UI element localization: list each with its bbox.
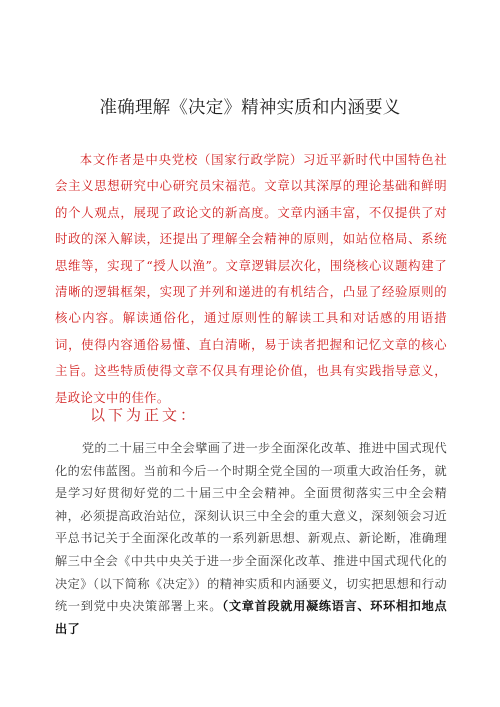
body-emphasis-text: （文章首段就用凝练语言、环环相扣地点出了	[55, 599, 447, 636]
editor-intro-paragraph: 本文作者是中央党校（国家行政学院）习近平新时代中国特色社会主义思想研究中心研究员宋福范。文章以其深厚的理论基础和鲜明的个人观点，展现了政论文的新高度。文章内涵丰富，不仅提供了对时政的深入解读，还提出了理解全会精神的原则，如站位格局、系统思维等，实现了“授人以渔”。文章逻辑层次化，围绕核心议题构建了清晰的逻辑框架，实现了并列和递进的有机结合，凸显了经验原则的核心内容。解读通俗化，通过原则性的解读工具和对话感的用语措词，使得内容通俗易懂、直白清晰，易于读者把握和记忆文章的核心主旨。这些特质使得文章不仅具有理论价值，也具有实践指导意义，是政论文中的佳作。	[55, 152, 447, 405]
body-paragraph-text: 党的二十届三中全会擘画了进一步全面深化改革、推进中国式现代化的宏伟蓝图。当前和今后一个时期全党全国的一项重大政治任务，就是学习好贯彻好党的二十届三中全会精神。全面贯彻落实三中全会精神，必须提高政治站位，深刻认识三中全会的重大意义，深刻领会习近平总书记关于全面深化改革的一系列新思想、新观点、新论断，准确理解三中全会《中共中央关于进一步全面深化改革、推进中国式现代化的决定》（以下简称《决定》）的精神实质和内涵要义，切实把思想和行动统一到党中央决策部署上来。	[55, 441, 447, 614]
document-title: 准确理解《决定》精神实质和内涵要义	[99, 98, 401, 118]
body-paragraph	[55, 437, 447, 640]
section-heading: 以下为正文：	[90, 406, 199, 424]
